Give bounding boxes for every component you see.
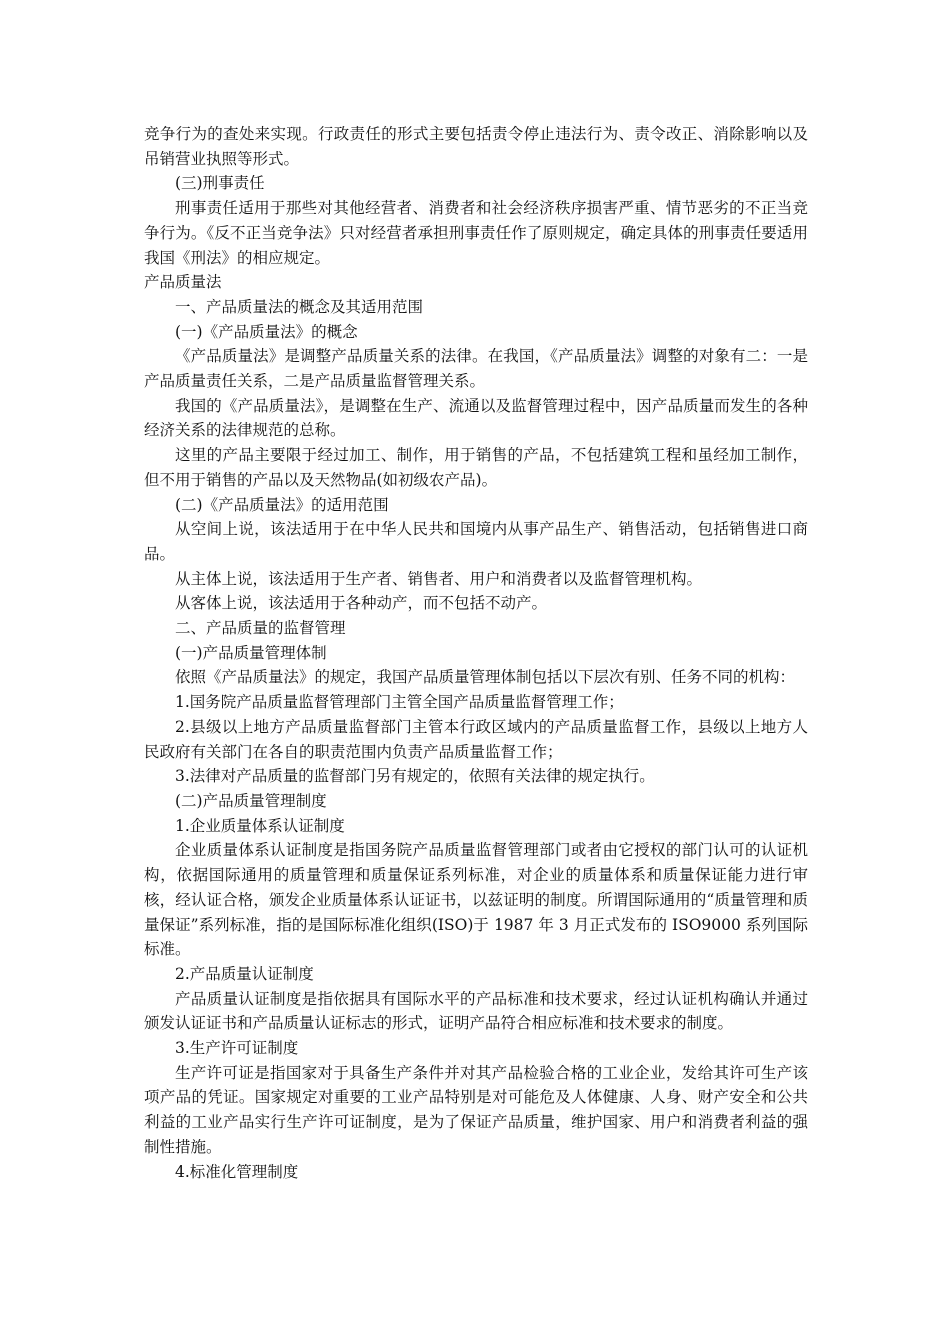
paragraph: 《产品质量法》是调整产品质量关系的法律。在我国，《产品质量法》调整的对象有二：一是产品质量责任关系，二是产品质量监督管理关系。	[144, 347, 808, 391]
paragraph: 从主体上说，该法适用于生产者、销售者、用户和消费者以及监督管理机构。	[175, 569, 703, 588]
paragraph: 竞争行为的查处来实现。行政责任的形式主要包括责令停止违法行为、责令改正、消除影响以及吊销营业执照等形式。	[144, 125, 808, 168]
paragraph: 产品质量认证制度是指依据具有国际水平的产品标准和技术要求，经过认证机构确认并通过颁发认证证书和产品质量认证标志的形式，证明产品符合相应标准和技术要求的制度。	[144, 989, 808, 1033]
paragraph: 刑事责任适用于那些对其他经营者、消费者和社会经济秩序损害严重、情节恶劣的不正当竞争行为。《反不正当竞争法》只对经营者承担刑事责任作了原则规定，确定具体的刑事责任要适用我国《刑法》的相应规定。	[144, 199, 808, 267]
section-heading: (二)《产品质量法》的适用范围	[175, 495, 389, 514]
section-heading: 二、产品质量的监督管理	[175, 619, 346, 638]
paragraph: 生产许可证是指国家对于具备生产条件并对其产品检验合格的工业企业，发给其许可生产该项产品的凭证。国家规定对重要的工业产品特别是对可能危及人体健康、人身、财产安全和公共利益的工业产品实行生产许可证制度，是为了保证产品质量，维护国家、用户和消费者利益的强制性措施。	[144, 1063, 808, 1156]
subsection-heading: 4.标准化管理制度	[175, 1162, 299, 1181]
section-heading: (二)产品质量管理制度	[175, 791, 327, 810]
paragraph: 从空间上说，该法适用于在中华人民共和国境内从事产品生产、销售活动，包括销售进口商品。	[144, 520, 808, 563]
paragraph: 这里的产品主要限于经过加工、制作，用于销售的产品，不包括建筑工程和虽经加工制作，但不用于销售的产品以及天然物品(如初级农产品)。	[144, 446, 808, 489]
paragraph: 我国的《产品质量法》，是调整在生产、流通以及监督管理过程中，因产品质量而发生的各种经济关系的法律规范的总称。	[144, 396, 808, 440]
chapter-title: 产品质量法	[144, 273, 222, 292]
list-item: 3.法律对产品质量的监督部门另有规定的，依照有关法律的规定执行。	[175, 767, 655, 786]
section-heading: (一)产品质量管理体制	[175, 643, 327, 662]
list-item: 1.国务院产品质量监督管理部门主管全国产品质量监督管理工作；	[175, 693, 624, 712]
list-item: 2.县级以上地方产品质量监督部门主管本行政区域内的产品质量监督工作，县级以上地方人民政府有关部门在各自的职责范围内负责产品质量监督工作；	[144, 717, 808, 761]
paragraph: 从客体上说，该法适用于各种动产，而不包括不动产。	[175, 594, 548, 613]
document-page	[144, 122, 808, 1184]
section-heading: 一、产品质量法的概念及其适用范围	[175, 297, 424, 316]
subsection-heading: 3.生产许可证制度	[175, 1039, 299, 1058]
section-heading: (三)刑事责任	[175, 174, 265, 193]
subsection-heading: 2.产品质量认证制度	[175, 964, 314, 983]
paragraph: 企业质量体系认证制度是指国务院产品质量监督管理部门或者由它授权的部门认可的认证机构，依据国际通用的质量管理和质量保证系列标准，对企业的质量体系和质量保证能力进行审核，经认证合格，颁发企业质量体系认证证书，以兹证明的制度。所谓国际通用的“质量管理和质量保证”系列标准，指的是国际标准化组织(ISO)于 1987 年 3 月正式发布的 ISO9000 系列国际标准。	[144, 841, 808, 959]
subsection-heading: 1.企业质量体系认证制度	[175, 816, 345, 835]
paragraph: 依照《产品质量法》的规定，我国产品质量管理体制包括以下层次有别、任务不同的机构：	[175, 668, 796, 687]
section-heading: (一)《产品质量法》的概念	[175, 322, 358, 341]
